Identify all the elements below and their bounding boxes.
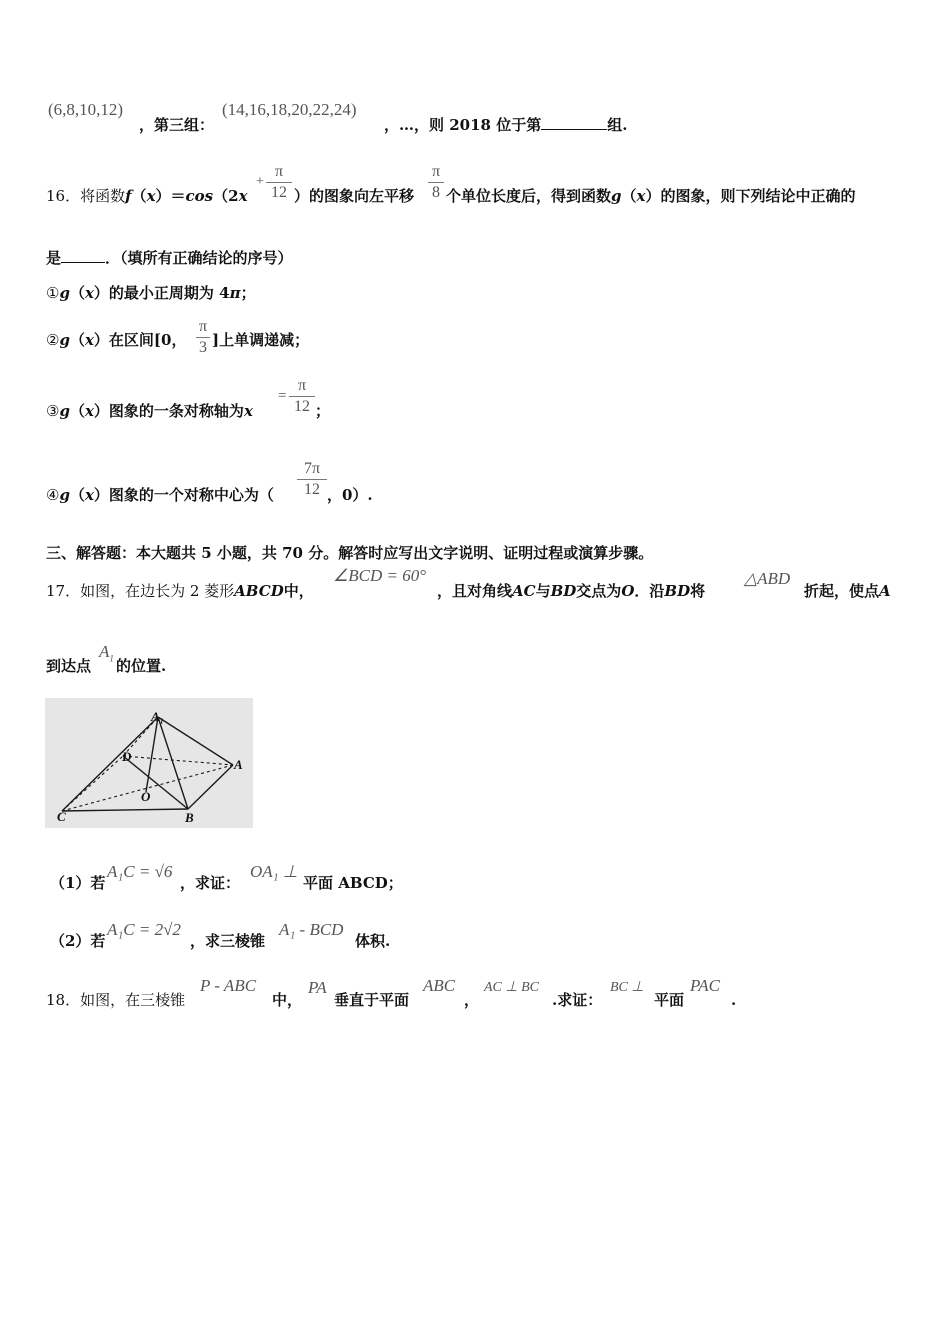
text: ．（填所有正确结论的序号） (105, 249, 293, 267)
label-a1: A₁ (151, 709, 165, 724)
math-x: x (238, 187, 248, 205)
numerator: π (297, 377, 307, 394)
q16-mid2 (446, 186, 856, 206)
edge-cb (62, 809, 188, 811)
edge-a1b (158, 717, 188, 809)
pyramid-svg (45, 698, 253, 828)
math-bd: BD (550, 582, 577, 600)
math-f: f (125, 187, 132, 205)
q16-stem (46, 186, 248, 206)
edge-a1a (158, 717, 233, 765)
text: ，且对角线 (437, 582, 513, 600)
text: 将 (690, 582, 706, 600)
math-abcd: ABCD (338, 874, 388, 892)
q17-part1-a: （1）若 (50, 874, 106, 892)
math-pi: π (229, 284, 241, 302)
text-q15-tail (384, 115, 627, 135)
q17-part1-b: ，求证： (180, 874, 241, 892)
circled-number-3: ③ (46, 402, 60, 420)
q17-stem-b (437, 581, 705, 601)
denominator: 12 (271, 184, 287, 201)
paren: （ (131, 187, 147, 205)
text: ）的最小正周期为 4 (93, 284, 230, 302)
q16-option-4-tail: ，0）. (327, 486, 373, 504)
q16-mid1: ）的图象向左平移 (294, 187, 415, 205)
numerator: 7π (303, 460, 321, 477)
fraction-pi-8 (428, 163, 444, 202)
text: ）图象的一条对称轴为 (93, 402, 244, 420)
math-pa: PA (308, 978, 327, 997)
math-bc-perp: BC ⊥ (610, 980, 644, 995)
math-g: g (611, 187, 622, 205)
q16-option-3-tail: ； (315, 402, 331, 420)
edge-ba (188, 765, 233, 809)
q18-stem-c: 垂直于平面 (334, 991, 410, 1009)
numerator: π (274, 163, 284, 180)
text: 折起，使点 (804, 582, 880, 600)
q17-line-2b: 的位置. (116, 657, 167, 675)
label-d: D (122, 749, 132, 764)
text-q15-tail-b: 组. (607, 116, 628, 134)
q18-stem-g: . (731, 991, 737, 1009)
fraction-pi-12 (289, 377, 315, 416)
circled-number-1: ① (46, 284, 60, 302)
fraction-pi-3 (196, 318, 210, 357)
circled-number-4: ④ (46, 486, 60, 504)
q16-option-2-tail: ]上单调递减； (212, 331, 310, 349)
math-x: x (84, 486, 94, 504)
paren: ） (155, 187, 171, 205)
math-g: g (59, 331, 70, 349)
math-ac-perp-bc: AC ⊥ BC (484, 980, 539, 995)
text: ）在区间[0， (93, 331, 187, 349)
q16-option-2 (46, 330, 186, 350)
label-o: O (141, 789, 151, 804)
q18-number: 18．如图，在三棱锥 (46, 991, 186, 1009)
numerator: π (431, 163, 441, 180)
equals-sign: = (278, 388, 287, 404)
math-angle-bcd: ∠BCD = 60° (333, 566, 427, 585)
denominator: 12 (294, 398, 310, 415)
math-abc: ABC (423, 976, 456, 995)
q16-number: 16．将函数 (46, 187, 126, 205)
math-g: g (59, 284, 70, 302)
math-a: A (879, 582, 891, 600)
fraction-7pi-12 (297, 460, 327, 499)
q16-option-1 (46, 283, 256, 303)
text: 交点为 (576, 582, 622, 600)
label-c: C (57, 809, 66, 824)
denominator: 3 (199, 339, 207, 356)
q17-part1-c (303, 873, 403, 893)
math-g: g (59, 402, 70, 420)
fraction-pi-12 (266, 163, 292, 202)
math-o: O (621, 582, 635, 600)
paren: （ (69, 331, 85, 349)
q17-part2-a: （2）若 (50, 932, 106, 950)
denominator: 12 (304, 481, 320, 498)
text-q15-sep: ，第三组： (139, 116, 215, 134)
paren: （2 (213, 187, 239, 205)
q18-stem-b: 中， (272, 991, 303, 1009)
label-b: B (185, 810, 194, 825)
text: ； (240, 284, 256, 302)
q17-line-2a: 到达点 (46, 657, 92, 675)
q17-stem-a (46, 581, 314, 601)
text: ； (387, 874, 403, 892)
q18-stem-a (46, 990, 185, 1010)
pyramid-figure (45, 698, 253, 828)
answer-blank-q16[interactable] (61, 248, 105, 263)
text: ．沿 (634, 582, 665, 600)
equals: ＝ (170, 187, 186, 205)
section-3-heading: 三、解答题：本大题共 5 小题，共 70 分。解答时应写出文字说明、证明过程或演算步骤。 (46, 544, 654, 562)
subscript: 1 (109, 653, 114, 664)
math-a1c-2sqrt2: A₁C = 2√2 (107, 920, 181, 939)
q16-answer-line (46, 248, 293, 268)
plus-sign: + (256, 174, 264, 189)
math-oa1-perp: OA₁ ⊥ (250, 862, 298, 881)
letter: A (99, 642, 110, 661)
diagonal-ca-hidden (62, 765, 233, 811)
paren: （ (621, 187, 637, 205)
text: ）的图象，则下列结论中正确的 (645, 187, 856, 205)
q16-option-4 (46, 485, 274, 505)
text: 个单位长度后，得到函数 (446, 187, 612, 205)
math-x: x (636, 187, 646, 205)
math-triangle-abd: △ABD (744, 569, 791, 588)
fraction-bar (289, 396, 315, 397)
text: 平面 (303, 874, 339, 892)
q17-number: 17．如图，在边长为 2 菱形 (46, 582, 235, 600)
numerator: π (198, 318, 208, 335)
text: 是 (46, 249, 62, 267)
math-p-abc: P - ABC (200, 976, 257, 995)
q16-option-3 (46, 401, 253, 421)
q17-stem-c (804, 581, 891, 601)
paren: （ (69, 402, 85, 420)
edge-da-hidden (123, 756, 233, 765)
text: 中， (283, 582, 314, 600)
fraction-bar (196, 337, 210, 338)
edge-db (123, 756, 188, 809)
q18-stem-e: .求证： (552, 991, 603, 1009)
q17-part2-b: ，求三棱锥 (190, 932, 266, 950)
fraction-bar (428, 182, 444, 183)
answer-blank-q15[interactable] (541, 115, 607, 130)
math-g: g (59, 486, 70, 504)
paren: （ (69, 284, 85, 302)
label-a: A (234, 757, 243, 772)
paren: （ (69, 486, 85, 504)
text: 与 (535, 582, 551, 600)
math-x: x (146, 187, 156, 205)
math-x: x (84, 402, 94, 420)
math-abcd: ABCD (234, 582, 284, 600)
circled-number-2: ② (46, 331, 60, 349)
text: ）图象的一个对称中心为（ (93, 486, 274, 504)
math-a1 (99, 642, 114, 663)
fraction-bar (266, 182, 292, 183)
q17-part2-c: 体积. (355, 932, 391, 950)
fraction-bar (297, 479, 327, 480)
math-a1-bcd: A₁ - BCD (279, 920, 344, 939)
math-x: x (243, 402, 253, 420)
math-x: x (84, 331, 94, 349)
denominator: 8 (432, 184, 440, 201)
text-q15-tail-a: ，…，则 2018 位于第 (384, 116, 542, 134)
math-x: x (84, 284, 94, 302)
math-cos: cos (185, 187, 214, 205)
q18-stem-d: ， (464, 991, 480, 1009)
q18-stem-f: 平面 (654, 991, 685, 1009)
math-ac: AC (512, 582, 536, 600)
math-a1c-sqrt6: A₁C = √6 (107, 862, 173, 881)
math-group-3: (14,16,18,20,22,24) (222, 100, 357, 119)
math-group-2: (6,8,10,12) (48, 100, 124, 119)
math-pac: PAC (690, 976, 720, 995)
math-bd: BD (664, 582, 691, 600)
